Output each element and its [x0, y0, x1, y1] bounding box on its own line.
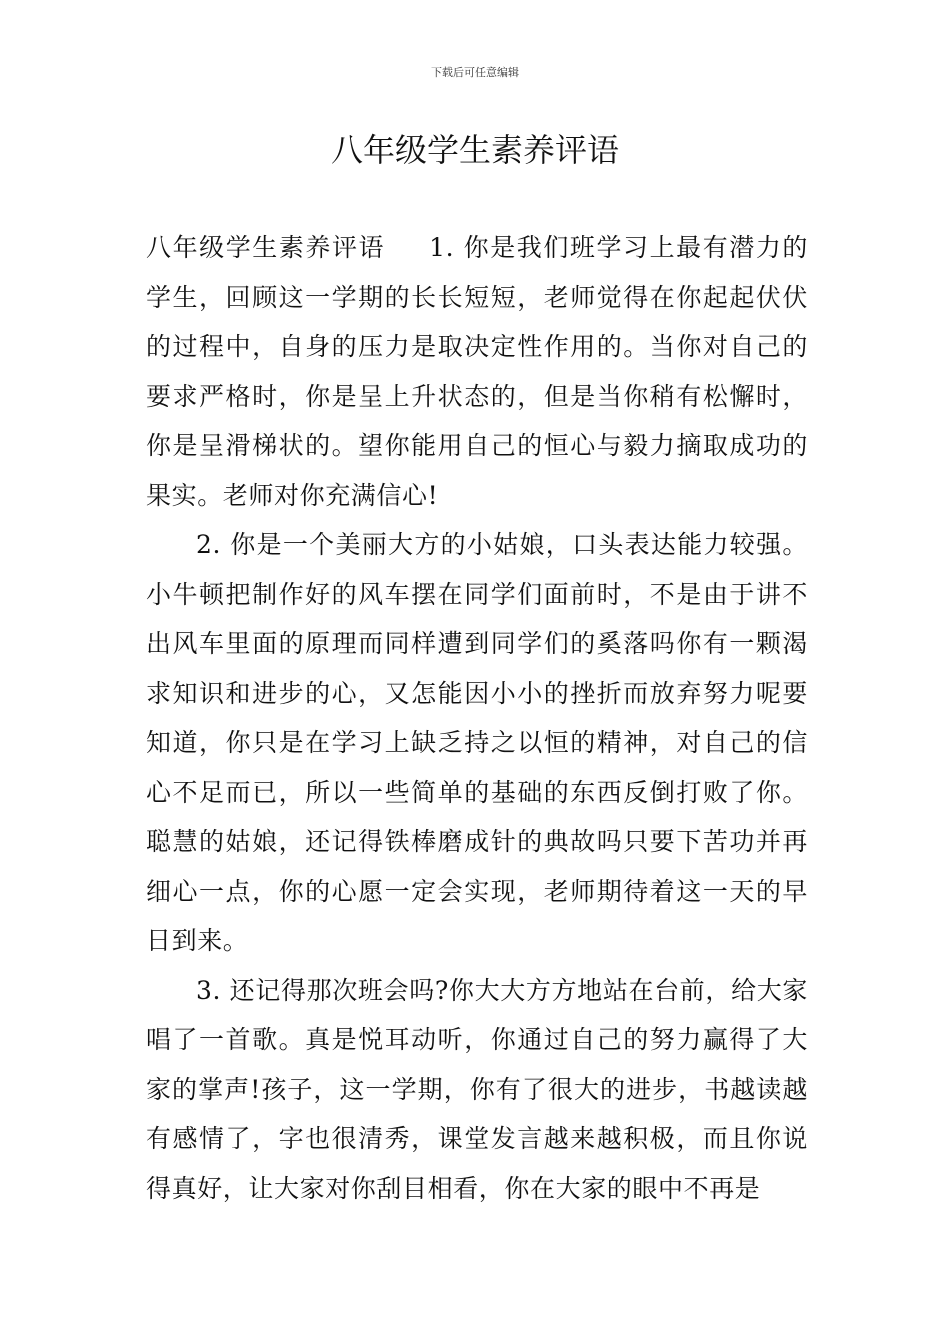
- paragraph-2: 2. 你是一个美丽大方的小姑娘，口头表达能力较强。小牛顿把制作好的风车摆在同学们面前时，不是由于讲不出风车里面的原理而同样遭到同学们的奚落吗你有一颗渴求知识和进步的心，又怎能因小小的挫折而放弃努力呢要知道，你只是在学习上缺乏持之以恒的精神，对自己的信心不足而已，所以一些简单的基础的东西反倒打败了你。聪慧的姑娘，还记得铁棒磨成针的典故吗只要下苦功并再细心一点，你的心愿一定会实现，老师期待着这一天的早日到来。: [146, 530, 808, 955]
- document-title: 八年级学生素养评语: [330, 131, 619, 169]
- paragraph-1: [146, 223, 808, 520]
- document-body: [146, 223, 808, 1213]
- paragraph-3: 3. 还记得那次班会吗?你大大方方地站在台前，给大家唱了一首歌。真是悦耳动听，你通过自己的努力赢得了大家的掌声!孩子，这一学期，你有了很大的进步，书越读越有感情了，字也很清秀，课堂发言越来越积极，而且你说得真好，让大家对你刮目相看，你在大家的眼中不再是: [146, 975, 808, 1203]
- intro-label: 八年级学生素养评语: [146, 233, 386, 262]
- header-note: 下载后可任意编辑: [431, 66, 519, 79]
- paragraph-1-text: 1. 你是我们班学习上最有潜力的学生，回顾这一学期的长长短短，老师觉得在你起起伏伏的过程中，自身的压力是取决定性作用的。当你对自己的要求严格时，你是呈上升状态的，但是当你稍有松懈时，你是呈滑梯状的。望你能用自己的恒心与毅力摘取成功的果实。老师对你充满信心!: [146, 233, 808, 510]
